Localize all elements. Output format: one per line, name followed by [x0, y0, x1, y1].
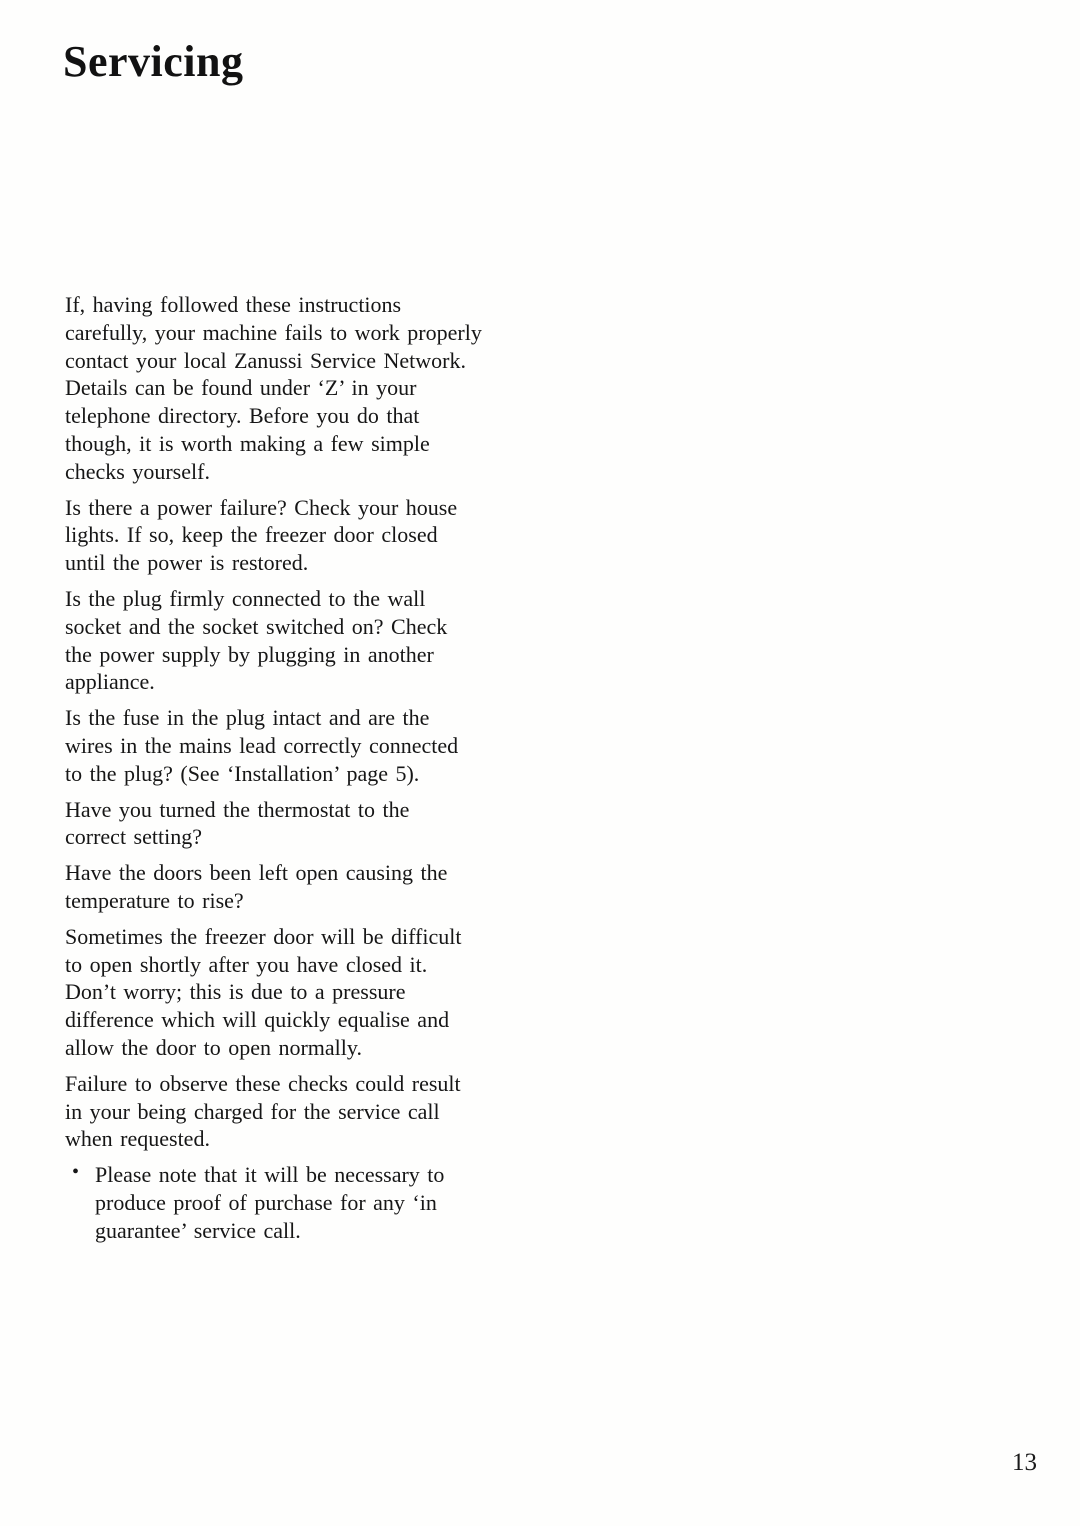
text-line: allow the door to open normally.	[65, 1034, 362, 1060]
text-line: Please note that it will be necessary to	[95, 1162, 445, 1188]
text-line: Failure to observe these checks could result	[65, 1070, 461, 1096]
paragraph	[65, 923, 537, 1062]
text-line: appliance.	[65, 669, 155, 695]
text-line: guarantee’ service call.	[95, 1217, 301, 1243]
text-line: socket and the socket switched on? Check	[65, 613, 448, 639]
paragraph	[65, 796, 537, 852]
text-line: Have the doors been left open causing the	[65, 860, 448, 886]
bullet-list-item	[65, 1161, 537, 1244]
text-line: lights. If so, keep the freezer door closed	[65, 522, 438, 548]
text-line: when requested.	[65, 1126, 210, 1152]
text-line: Is there a power failure? Check your house	[65, 494, 458, 520]
paragraph	[65, 494, 537, 577]
paragraph	[65, 291, 537, 486]
body-text	[65, 291, 537, 1253]
text-line: telephone directory. Before you do that	[65, 403, 420, 429]
paragraph	[65, 704, 537, 787]
text-line: If, having followed these instructions	[65, 292, 402, 317]
text-line: though, it is worth making a few simple	[65, 430, 430, 456]
text-line: temperature to rise?	[65, 887, 244, 913]
text-line: correct setting?	[65, 824, 202, 850]
text-line: difference which will quickly equalise and	[65, 1007, 450, 1033]
text-line: Have you turned the thermostat to the	[65, 796, 410, 822]
text-line: to open shortly after you have closed it.	[65, 951, 428, 977]
text-line: in your being charged for the service call	[65, 1098, 440, 1124]
paragraph	[65, 859, 537, 915]
text-line: checks yourself.	[65, 458, 210, 484]
text-line: produce proof of purchase for any ‘in	[95, 1189, 437, 1215]
bullet-marker: •	[72, 1161, 80, 1184]
paragraph	[65, 1070, 537, 1153]
text-line: wires in the mains lead correctly connected	[65, 732, 459, 758]
text-line: Is the fuse in the plug intact and are the	[65, 705, 430, 731]
text-line: carefully, your machine fails to work properly	[65, 319, 482, 345]
page-title: Servicing	[63, 37, 244, 86]
page-number: 13	[1012, 1449, 1037, 1476]
text-line: to the plug? (See ‘Installation’ page 5).	[65, 760, 420, 786]
text-line: until the power is restored.	[65, 550, 309, 576]
text-line: contact your local Zanussi Service Network.	[65, 347, 466, 373]
paragraph	[65, 585, 537, 696]
text-line: the power supply by plugging in another	[65, 641, 434, 667]
text-line: Is the plug firmly connected to the wall	[65, 585, 426, 611]
text-line: Details can be found under ‘Z’ in your	[65, 375, 417, 401]
text-line: Sometimes the freezer door will be difficult	[65, 923, 462, 949]
text-line: Don’t worry; this is due to a pressure	[65, 979, 406, 1005]
